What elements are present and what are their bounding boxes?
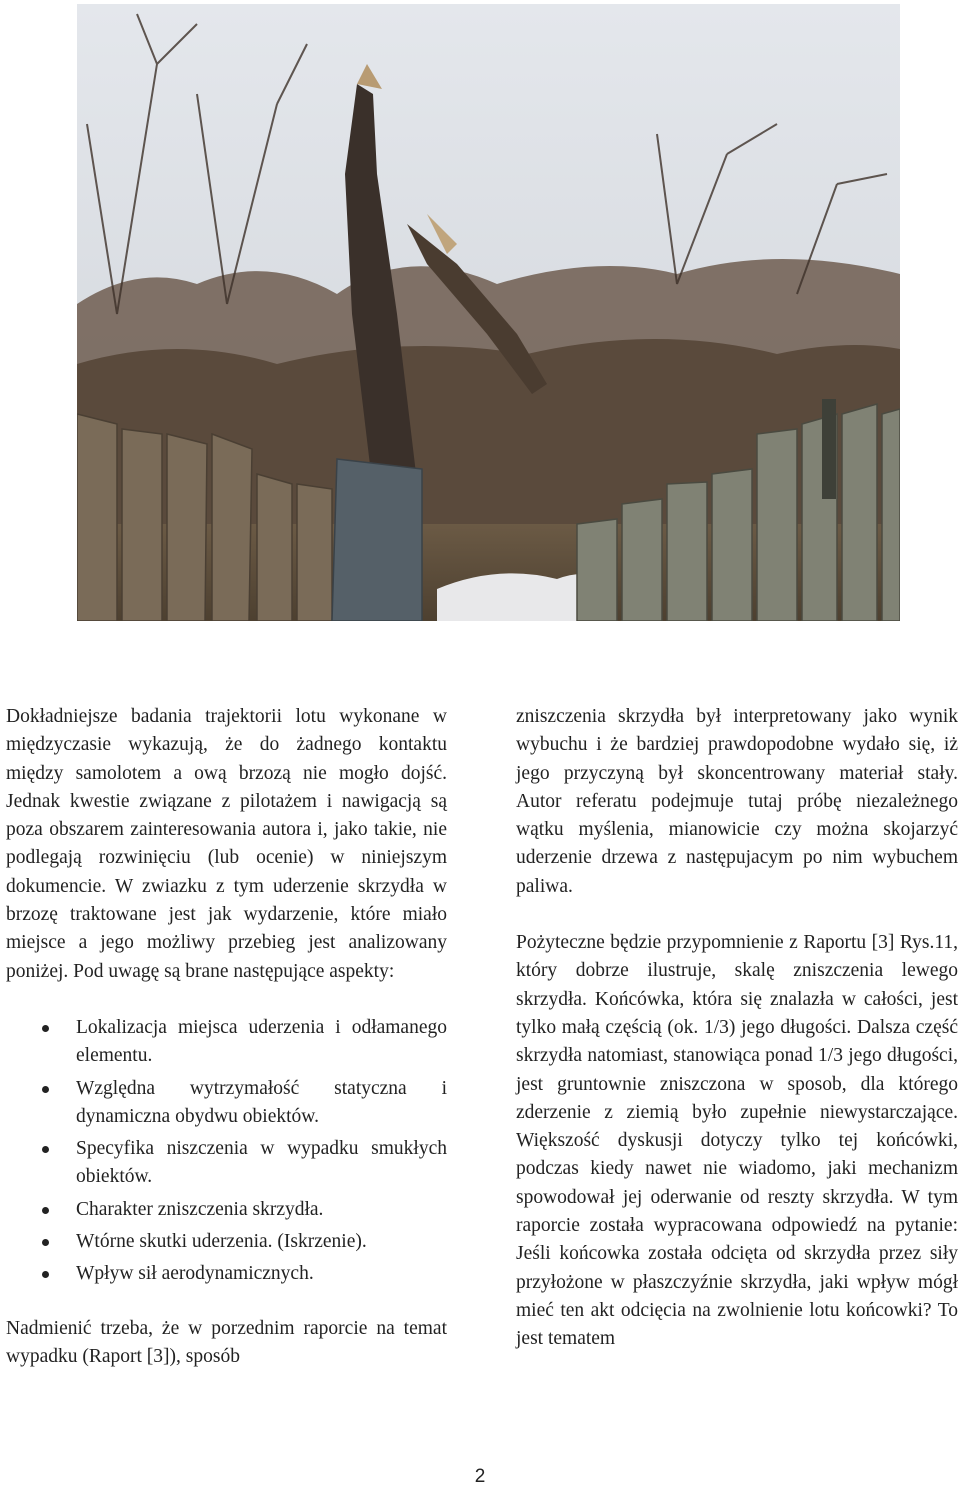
list-item <box>6 1014 447 1071</box>
aspects-list <box>6 1014 447 1289</box>
list-item <box>6 1228 447 1256</box>
bullet-icon <box>42 1025 49 1032</box>
list-item-text: Względna wytrzymałość statyczna i dynamiczna obydwu obiektów. <box>76 1077 447 1127</box>
right-paragraph-2: Pożyteczne będzie przypomnienie z Raportu [3] Rys.11, który dobrze ilustruje, skalę zniszczenia lewego skrzydła. Końcówka, która się znalazła w całości, jest tylko małą częścią (ok. 1/3) jego długości. Dalsza część skrzydła natomiast, stanowiąca ponad 1/3 jego długości, jest gruntownie zniszczona w sposob, dla którego zderzenie z ziemią było zupełnie niewystarczające. Większość dyskusji dotyczy tylko tej końcówki, podczas kiedy nawet nie wiadomo, jaki mechanizm spowodował jej oderwanie od reszty skrzydła. W tym raporcie została wypracowana odpowiedź na pytanie: Jeśli końcowka została odcięta od skrzydła przez siły przyłożone w płaszczyźnie skrzydła, jaki wpływ mógł mieć ten akt odcięcia na zwolnienie lotu końcowki? To jest tematem <box>516 932 958 1350</box>
left-paragraph-1: Dokładniejsze badania trajektorii lotu wykonane w międzyczasie wykazują, że do żadnego kontaktu między samolotem a ową brzozą nie mogło dojść. Jednak kwestie związane z pilotażem i nawigacją są poza obszarem zainteresowania autora i, jako takie, nie podlegają rozwinięciu (lub ocenie) w niniejszym dokumencie. W zwiazku z tym uderzenie skrzydła w brzozę traktowane jest jak wydarzenie, które miało miejsce a jego możliwy przebieg jest analizowany poniżej. Pod uwagę są brane następujące aspekty: <box>6 706 447 982</box>
list-item-text: Specyfika niszczenia w wypadku smukłych obiektów. <box>76 1138 447 1188</box>
broken-birch-tree-photo <box>77 4 900 621</box>
list-item <box>6 1196 447 1224</box>
bullet-icon <box>42 1086 49 1093</box>
list-item-text: Lokalizacja miejsca uderzenia i odłamanego elementu. <box>76 1016 447 1067</box>
bullet-icon <box>42 1146 49 1153</box>
left-column <box>6 703 447 1371</box>
left-paragraph-2: Nadmienić trzeba, że w porzednim raporcie na temat wypadku (Raport [3]), sposób <box>6 1317 447 1367</box>
bullet-icon <box>42 1239 49 1246</box>
right-column <box>516 703 958 1354</box>
list-item <box>6 1135 447 1192</box>
photo-illustration <box>77 4 900 621</box>
page-number: 2 <box>474 1466 486 1487</box>
list-item <box>6 1075 447 1132</box>
bullet-icon <box>42 1271 49 1278</box>
list-item-text: Charakter zniszczenia skrzydła. <box>76 1198 324 1220</box>
list-item <box>6 1260 447 1288</box>
list-item-text: Wpływ sił aerodynamicznych. <box>76 1263 314 1285</box>
list-item-text: Wtórne skutki uderzenia. (Iskrzenie). <box>76 1231 367 1253</box>
bullet-icon <box>42 1207 49 1214</box>
right-paragraph-1: zniszczenia skrzydła był interpretowany jako wynik wybuchu i że bardziej prawdopodobne wydało się, iż jego przyczyną był skoncentrowany materiał stały. Autor referatu podejmuje tutaj próbę niezależnego wątku myślenia, mianowicie czy można skojarzyć uderzenie drzewa z następujacym po nim wybuchem paliwa. <box>516 706 958 897</box>
